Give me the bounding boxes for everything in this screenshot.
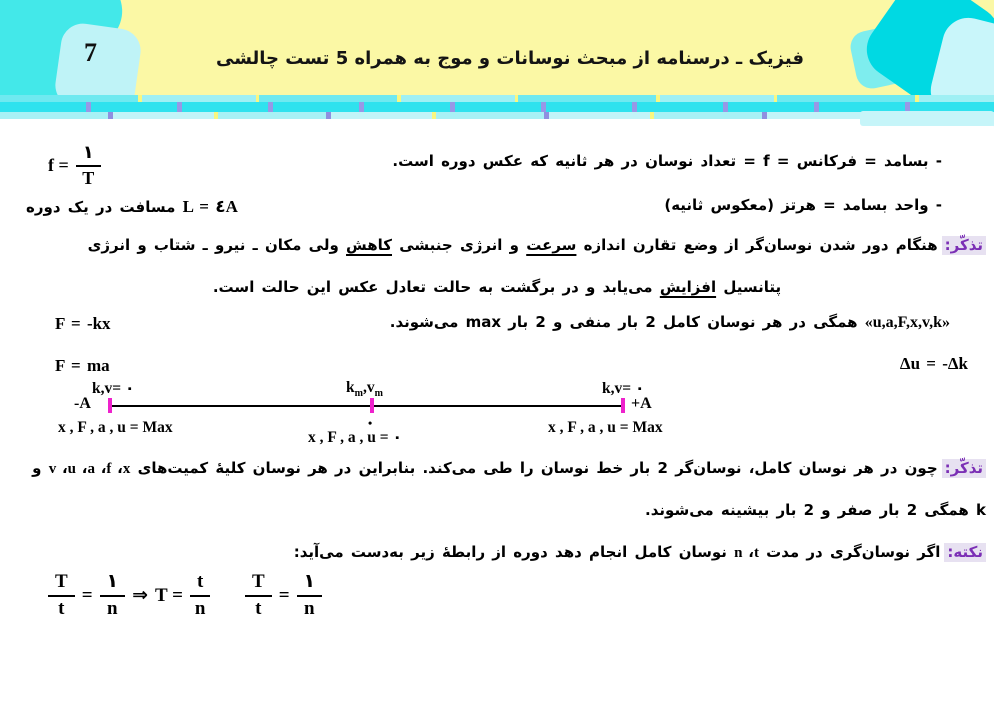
- quantities-cluster: «u,a,F,x,v,k»: [864, 314, 950, 331]
- remark1-text: می‌یابد و در برگشت به حالت تعادل عکس این حالت است.: [212, 278, 660, 296]
- formula-f-equals-1-over-T: [48, 143, 101, 189]
- formula-period-derivation: [48, 572, 210, 620]
- fraction-t-over-n: $\frac{t}{n}$: [190, 572, 210, 620]
- formula-F-kx: F = -kx: [55, 314, 111, 333]
- equals-sign: =: [278, 584, 290, 606]
- oscillation-axis-line: [110, 405, 625, 407]
- note-nt-cluster: n ،t: [734, 545, 759, 561]
- label-left-kv-zero: k,v= ٠: [92, 380, 135, 397]
- oscillation-diagram: [0, 378, 994, 454]
- stripe-row-top: [0, 95, 994, 102]
- remark2-text: و: [32, 459, 49, 477]
- tick-center: [370, 398, 374, 413]
- note-text: اگر نوسان‌گری در مدت: [758, 543, 941, 561]
- note-label: نکته:: [944, 543, 986, 562]
- page-title: فیزیک ـ درسنامه از مبحث نوسانات و موج به همراه 5 تست چالشی: [216, 48, 804, 69]
- label-center-km-vm: $k_m,v_m$: [346, 379, 383, 400]
- quantities-sentence: [390, 311, 950, 336]
- fraction-1-over-n: $\frac{١}{n}$: [297, 572, 323, 620]
- fraction-1-over-T: $\frac{١}{T}$: [76, 143, 101, 189]
- label-minus-A: -A: [74, 395, 91, 412]
- remark2-text: چون در هر نوسان کامل، نوسان‌گر 2 بار خط نوسان را طی می‌کند. بنابراین در هر نوسان کلیهٔ کمیت‌های: [130, 459, 938, 477]
- formula-F-ma: F = ma: [55, 356, 110, 375]
- label-plus-A: +A: [631, 395, 652, 412]
- formula-L-equals-4A: [26, 194, 238, 220]
- remark1-underlined-increase: افزایش: [659, 278, 717, 296]
- remark1-text: هنگام دور شدن نوسان‌گر از وضع تقارن اندازه: [576, 236, 938, 254]
- label-right-kv-zero: k,v= ٠: [602, 380, 645, 397]
- formula-period-ratio: [245, 572, 322, 620]
- remark1-underlined-decrease: کاهش: [346, 236, 392, 254]
- label-center-zero: x , F , a , u = ٠: [308, 429, 402, 446]
- remark1-underlined-speed: سرعت: [526, 236, 577, 254]
- remark1-line2: [0, 276, 994, 299]
- formula-delta-u: Δu = -Δk: [899, 354, 968, 373]
- label-left-max: x , F , a , u = Max: [58, 419, 173, 436]
- bullet-frequency-definition: - بسامد = فرکانس = f = تعداد نوسان در هر ثانیه که عکس دوره است.: [392, 152, 942, 170]
- remark2-line2: k همگی 2 بار صفر و 2 بار بیشینه می‌شوند.: [645, 501, 986, 519]
- formula-T-equals: T =: [155, 584, 183, 606]
- quantities-text: همگی در هر نوسان کامل 2 بار منفی و 2 بار max می‌شوند.: [389, 313, 865, 331]
- fraction-T-over-t: $\frac{T}{t}$: [245, 572, 272, 620]
- fraction-T-over-t: $\frac{T}{t}$: [48, 572, 75, 620]
- remark1-text: پتانسیل: [716, 278, 782, 296]
- equals-sign: =: [81, 584, 93, 606]
- remark1-text: ولی مکان ـ نیرو ـ شتاب و انرژی: [87, 236, 347, 254]
- formula-L-desc: مسافت در یک دوره: [26, 198, 183, 216]
- tick-plus-A: [621, 398, 625, 413]
- remark1-line1: [88, 234, 986, 257]
- note-text: نوسان کامل انجام دهد دوره از رابطهٔ زیر به‌دست می‌آید:: [293, 543, 735, 561]
- page-header: [0, 0, 994, 95]
- stripe-row-bottom: [0, 112, 994, 119]
- remark2-line1: [32, 457, 986, 481]
- formula-f-lhs: f =: [48, 155, 69, 176]
- remark1-text: و انرژی جنبشی: [392, 236, 527, 254]
- fraction-1-over-n: $\frac{١}{n}$: [100, 572, 126, 620]
- stripe-row-middle: [0, 102, 994, 112]
- page-number: 7: [84, 38, 97, 67]
- decorative-stripes: [0, 95, 994, 119]
- label-center-dot: •: [368, 416, 373, 430]
- remark2-quantities-cluster: v ،u ،a ،f ،x: [48, 461, 131, 477]
- bullet-frequency-unit: - واحد بسامد = هرتز (معکوس ثانیه): [664, 196, 942, 214]
- implies-arrow: ⇒: [132, 585, 149, 607]
- remark1-label: تذکّر:: [942, 236, 986, 255]
- note-line: [294, 541, 986, 565]
- remark2-label: تذکّر:: [942, 459, 986, 478]
- label-right-max: x , F , a , u = Max: [548, 419, 663, 436]
- tick-minus-A: [108, 398, 112, 413]
- decorative-light-patch: [860, 111, 994, 126]
- formula-L-eq: L = ٤A: [182, 197, 238, 216]
